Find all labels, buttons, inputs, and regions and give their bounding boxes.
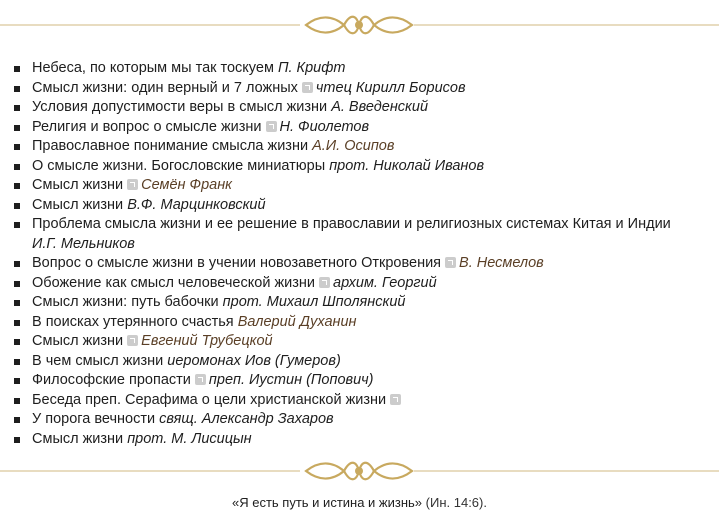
article-title-link[interactable]: Философские пропасти: [32, 372, 191, 388]
article-author-link[interactable]: П. Крифт: [277, 60, 346, 76]
article-title-link[interactable]: В чем смысл жизни: [32, 352, 164, 369]
external-link-icon: [302, 82, 313, 93]
ornament-icon: [304, 10, 414, 40]
external-link-icon: [127, 335, 138, 346]
article-item: [0, 118, 719, 138]
divider-line-right: [414, 24, 719, 26]
divider-line-right: [414, 470, 719, 472]
external-link-icon: [319, 277, 330, 288]
article-author-link[interactable]: А.И. Осипов: [312, 138, 395, 154]
ornament-icon: [304, 456, 414, 486]
article-author-link[interactable]: А. Введенский: [331, 99, 429, 115]
article-title-link[interactable]: Беседа преп. Серафима о цели христианской жизни: [32, 391, 387, 408]
article-item: [0, 274, 719, 294]
article-title-link[interactable]: Смысл жизни: [32, 333, 124, 349]
external-link-icon: [266, 121, 277, 132]
article-item: [0, 98, 719, 118]
article-author-link[interactable]: Семён Франк: [141, 177, 233, 193]
quote-reference: (Ин. 14:6).: [425, 495, 487, 510]
article-item: [0, 332, 719, 352]
ornament-divider-top: [0, 10, 719, 40]
article-title-link[interactable]: У порога вечности: [32, 411, 156, 427]
article-title-link[interactable]: Проблема смысла жизни и ее решение в православии и религиозных системах Китая и Индии: [32, 216, 671, 232]
article-title-link[interactable]: Вопрос о смысле жизни в учении новозаветного Откровения: [32, 255, 442, 271]
article-title-link[interactable]: В поисках утерянного счастья: [32, 313, 234, 330]
article-item: [0, 293, 719, 313]
article-item: [0, 352, 719, 372]
bible-quote: [0, 495, 719, 510]
article-item: [0, 79, 719, 99]
article-list: [0, 59, 719, 449]
divider-line-left: [0, 24, 300, 26]
article-item: [0, 430, 719, 450]
divider-line-left: [0, 470, 300, 472]
article-title-link[interactable]: Религия и вопрос о смысле жизни: [32, 118, 262, 135]
article-title-link[interactable]: Смысл жизни: [32, 196, 124, 213]
article-item: [0, 254, 719, 274]
article-author-link[interactable]: прот. Михаил Шполянский: [222, 294, 406, 310]
article-item: [0, 410, 719, 430]
article-title-link[interactable]: Смысл жизни: [32, 430, 124, 447]
article-author-link[interactable]: свящ. Александр Захаров: [159, 411, 334, 427]
article-item: [0, 137, 719, 157]
article-title-link[interactable]: Православное понимание смысла жизни: [32, 138, 309, 154]
article-title-link[interactable]: Условия допустимости веры в смысл жизни: [32, 99, 328, 115]
external-link-icon: [445, 257, 456, 268]
article-author-link[interactable]: преп. Иустин (Попович): [208, 372, 374, 388]
article-item: [0, 59, 719, 79]
article-title-link[interactable]: Обожение как смысл человеческой жизни: [32, 274, 315, 291]
article-author-link[interactable]: В.Ф. Марцинковский: [127, 196, 266, 213]
article-item: [0, 176, 719, 196]
article-item: [0, 391, 719, 411]
article-title-link[interactable]: О смысле жизни. Богословские миниатюры: [32, 157, 326, 174]
article-author-link[interactable]: И.Г. Мельников: [32, 235, 135, 252]
article-item: [0, 371, 719, 391]
article-item: [0, 196, 719, 216]
external-link-icon: [195, 374, 206, 385]
article-title-link[interactable]: Смысл жизни: один верный и 7 ложных: [32, 79, 298, 96]
article-author-link[interactable]: прот. М. Лисицын: [127, 430, 252, 447]
article-author-link[interactable]: чтец Кирилл Борисов: [315, 79, 466, 96]
article-item: [0, 157, 719, 177]
article-author-link[interactable]: прот. Николай Иванов: [329, 157, 485, 174]
ornament-divider-bottom: [0, 456, 719, 486]
article-author-link[interactable]: Валерий Духанин: [237, 313, 357, 330]
article-item: [0, 313, 719, 333]
article-author-link[interactable]: В. Несмелов: [459, 255, 544, 271]
article-title-link[interactable]: Смысл жизни: [32, 177, 124, 193]
quote-text: «Я есть путь и истина и жизнь»: [232, 495, 423, 510]
article-item: [0, 215, 719, 254]
external-link-icon: [127, 179, 138, 190]
article-title-link[interactable]: Небеса, по которым мы так тоскуем: [32, 60, 274, 76]
article-author-link[interactable]: иеромонах Иов (Гумеров): [167, 352, 341, 369]
article-author-link[interactable]: Н. Фиолетов: [279, 118, 370, 135]
external-link-icon: [390, 394, 401, 405]
article-author-link[interactable]: Евгений Трубецкой: [141, 333, 273, 349]
article-author-link[interactable]: архим. Георгий: [333, 274, 437, 291]
article-title-link[interactable]: Смысл жизни: путь бабочки: [32, 294, 219, 310]
